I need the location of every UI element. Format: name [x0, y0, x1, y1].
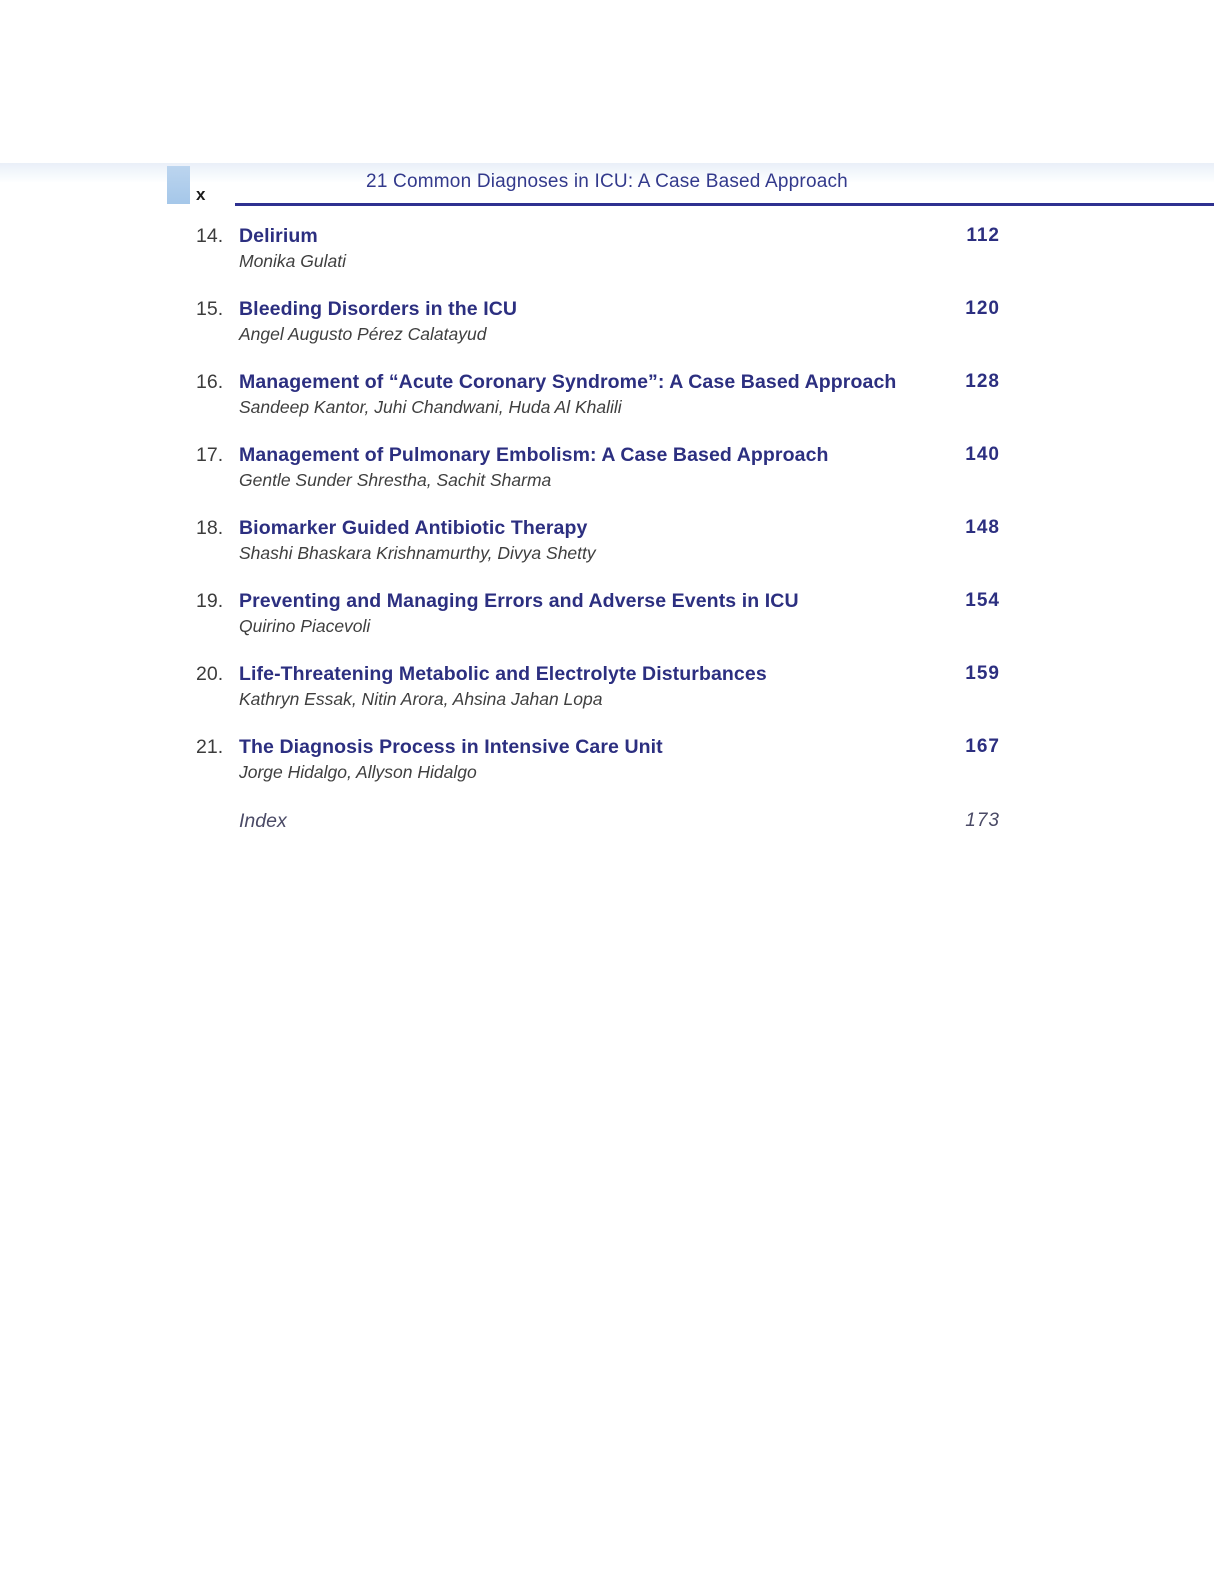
- chapter-page-number: 167: [965, 736, 1000, 757]
- chapter-title: Life-Threatening Metabolic and Electrolyte Disturbances: [239, 663, 767, 685]
- chapter-authors: Shashi Bhaskara Krishnamurthy, Divya Shetty: [239, 543, 596, 563]
- chapter-title: Biomarker Guided Antibiotic Therapy: [239, 517, 588, 539]
- chapter-title: Bleeding Disorders in the ICU: [239, 298, 518, 320]
- header-rule: [235, 203, 1214, 206]
- chapter-number: 21.: [196, 736, 224, 758]
- index-page-number: 173: [965, 810, 1000, 831]
- chapter-authors: Gentle Sunder Shrestha, Sachit Sharma: [239, 470, 552, 490]
- chapter-number: 14.: [196, 225, 224, 247]
- chapter-page-number: 140: [965, 444, 1000, 465]
- chapter-number: 17.: [196, 444, 224, 466]
- chapter-page-number: 154: [965, 590, 1000, 611]
- page-marker: x: [196, 185, 206, 204]
- chapter-title: Management of Pulmonary Embolism: A Case Based Approach: [239, 444, 829, 466]
- running-head: 21 Common Diagnoses in ICU: A Case Based Approach: [366, 171, 848, 192]
- chapter-authors: Kathryn Essak, Nitin Arora, Ahsina Jahan Lopa: [239, 689, 603, 709]
- toc-entry: [196, 661, 1000, 711]
- toc-entry: [196, 223, 1000, 273]
- chapter-number: 19.: [196, 590, 224, 612]
- chapter-title: Management of “Acute Coronary Syndrome”: A Case Based Approach: [239, 371, 897, 393]
- chapter-page-number: 112: [966, 225, 1000, 246]
- chapter-authors: Monika Gulati: [239, 251, 346, 271]
- index-entry: [196, 808, 1000, 834]
- chapter-number: 18.: [196, 517, 224, 539]
- toc-entry: [196, 734, 1000, 784]
- index-label: Index: [239, 810, 287, 832]
- chapter-number: 16.: [196, 371, 224, 393]
- toc-entry: [196, 296, 1000, 346]
- toc-entry: [196, 588, 1000, 638]
- chapter-page-number: 159: [965, 663, 1000, 684]
- toc-entry: [196, 442, 1000, 492]
- toc-entry: [196, 515, 1000, 565]
- toc-entry: [196, 369, 1000, 419]
- chapter-authors: Quirino Piacevoli: [239, 616, 371, 636]
- chapter-title: Preventing and Managing Errors and Adverse Events in ICU: [239, 590, 799, 612]
- chapter-authors: Jorge Hidalgo, Allyson Hidalgo: [239, 762, 477, 782]
- chapter-title: The Diagnosis Process in Intensive Care Unit: [239, 736, 663, 758]
- chapter-page-number: 148: [965, 517, 1000, 538]
- chapter-authors: Angel Augusto Pérez Calatayud: [239, 324, 487, 344]
- chapter-number: 20.: [196, 663, 224, 685]
- table-of-contents: [196, 223, 1000, 834]
- chapter-page-number: 128: [965, 371, 1000, 392]
- chapter-page-number: 120: [965, 298, 1000, 319]
- chapter-number: 15.: [196, 298, 224, 320]
- chapter-title: Delirium: [239, 225, 318, 247]
- chapter-authors: Sandeep Kantor, Juhi Chandwani, Huda Al Khalili: [239, 397, 622, 417]
